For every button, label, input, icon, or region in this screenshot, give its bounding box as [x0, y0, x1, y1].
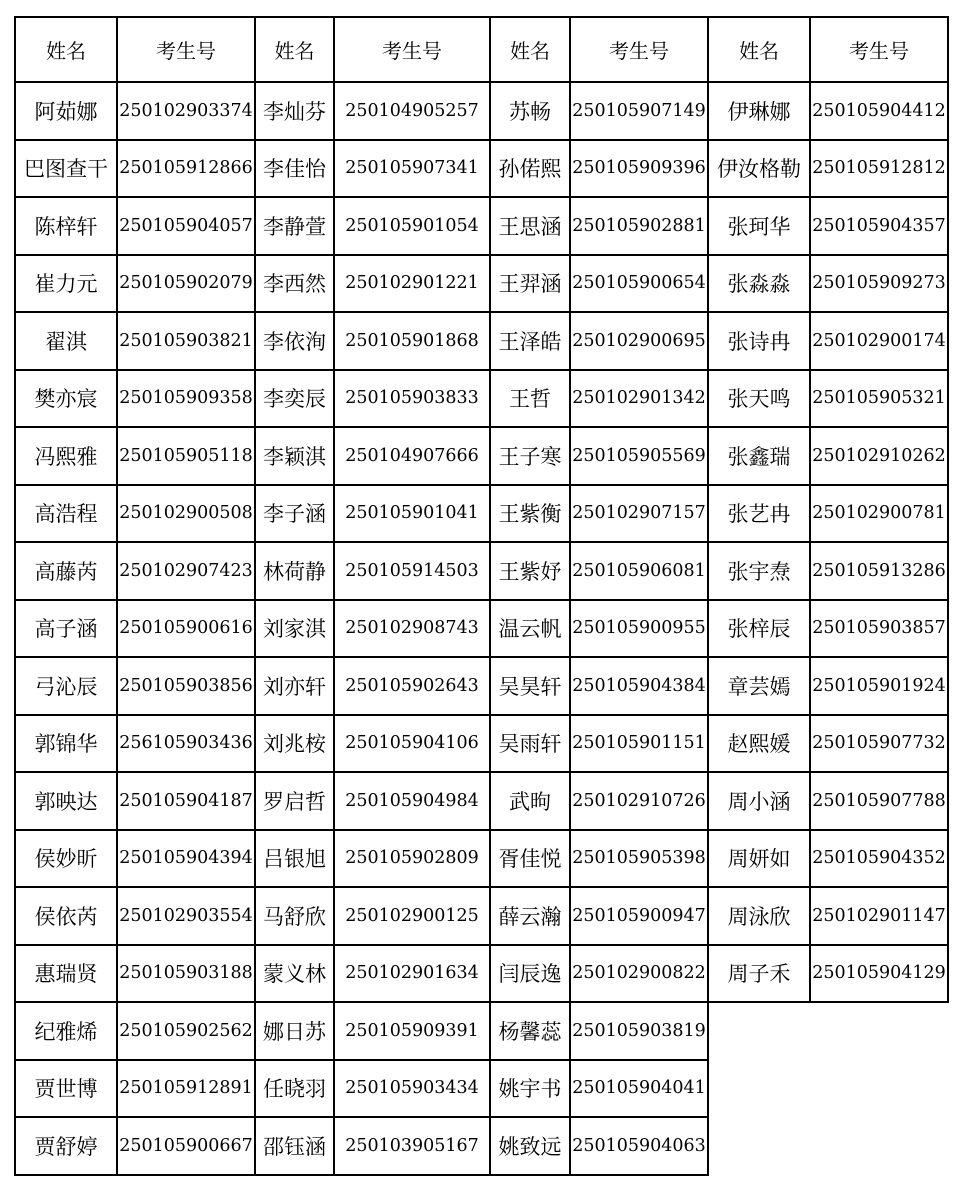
exam-number-cell: 250105912891	[117, 1060, 255, 1118]
student-name-cell: 温云帆	[490, 600, 570, 658]
exam-number-cell: 250105900667	[117, 1117, 255, 1175]
header-row	[15, 17, 948, 82]
empty-cell	[810, 1117, 948, 1175]
student-name-cell: 李子涵	[255, 485, 334, 543]
exam-number-cell: 250105901924	[810, 657, 948, 715]
student-name-cell: 王紫妤	[490, 542, 570, 600]
exam-number-cell: 250105904041	[570, 1060, 708, 1118]
student-name-cell: 吕银旭	[255, 830, 334, 888]
student-name-cell: 李西然	[255, 255, 334, 313]
exam-number-cell: 250105902079	[117, 255, 255, 313]
empty-cell	[708, 1060, 810, 1118]
student-name-cell: 赵熙媛	[708, 715, 810, 773]
student-name-cell: 高子涵	[15, 600, 117, 658]
empty-cell	[708, 1117, 810, 1175]
student-name-cell: 侯妙昕	[15, 830, 117, 888]
exam-number-cell: 250105909358	[117, 370, 255, 428]
student-name-cell: 高藤芮	[15, 542, 117, 600]
empty-cell	[810, 1002, 948, 1060]
student-name-cell: 王子寒	[490, 427, 570, 485]
student-name-cell: 王紫衡	[490, 485, 570, 543]
exam-number-cell: 250105909396	[570, 140, 708, 198]
student-name-cell: 周泳欣	[708, 887, 810, 945]
student-name-cell: 惠瑞贤	[15, 945, 117, 1003]
student-name-cell: 武昫	[490, 772, 570, 830]
student-name-cell: 任晓羽	[255, 1060, 334, 1118]
exam-number-cell: 256105903436	[117, 715, 255, 773]
student-name-cell: 李依洵	[255, 312, 334, 370]
id-column-header: 考生号	[570, 17, 708, 82]
exam-number-cell: 250105905321	[810, 370, 948, 428]
exam-number-cell: 250105912866	[117, 140, 255, 198]
exam-number-cell: 250102901147	[810, 887, 948, 945]
exam-number-cell: 250102900695	[570, 312, 708, 370]
student-name-cell: 张天鸣	[708, 370, 810, 428]
student-name-cell: 周妍如	[708, 830, 810, 888]
student-name-cell: 张宇焘	[708, 542, 810, 600]
table-row	[15, 715, 948, 773]
student-name-cell: 张鑫瑞	[708, 427, 810, 485]
exam-number-cell: 250105900947	[570, 887, 708, 945]
student-name-cell: 翟淇	[15, 312, 117, 370]
exam-number-cell: 250102900781	[810, 485, 948, 543]
student-name-cell: 伊汝格勒	[708, 140, 810, 198]
student-name-cell: 陈梓轩	[15, 197, 117, 255]
student-name-cell: 弓沁辰	[15, 657, 117, 715]
student-name-cell: 吴雨轩	[490, 715, 570, 773]
exam-number-cell: 250103905167	[334, 1117, 490, 1175]
exam-number-cell: 250105902881	[570, 197, 708, 255]
id-column-header: 考生号	[810, 17, 948, 82]
exam-number-cell: 250105903434	[334, 1060, 490, 1118]
student-name-cell: 王哲	[490, 370, 570, 428]
table-row	[15, 887, 948, 945]
exam-number-cell: 250102903374	[117, 82, 255, 140]
table-row	[15, 370, 948, 428]
exam-number-cell: 250102900174	[810, 312, 948, 370]
student-name-cell: 李佳怡	[255, 140, 334, 198]
exam-number-cell: 250104905257	[334, 82, 490, 140]
exam-number-cell: 250105909391	[334, 1002, 490, 1060]
exam-number-cell: 250105909273	[810, 255, 948, 313]
exam-number-cell: 250105914503	[334, 542, 490, 600]
table-row	[15, 255, 948, 313]
table-row	[15, 312, 948, 370]
student-name-cell: 阿茹娜	[15, 82, 117, 140]
exam-number-cell: 250105904063	[570, 1117, 708, 1175]
student-name-cell: 张珂华	[708, 197, 810, 255]
student-name-cell: 李奕辰	[255, 370, 334, 428]
student-name-cell: 娜日苏	[255, 1002, 334, 1060]
student-name-cell: 周子禾	[708, 945, 810, 1003]
exam-number-cell: 250105907341	[334, 140, 490, 198]
student-name-cell: 马舒欣	[255, 887, 334, 945]
student-name-cell: 苏畅	[490, 82, 570, 140]
student-name-cell: 巴图查干	[15, 140, 117, 198]
exam-number-cell: 250102910726	[570, 772, 708, 830]
student-name-cell: 王思涵	[490, 197, 570, 255]
student-name-cell: 周小涵	[708, 772, 810, 830]
exam-number-cell: 250105902643	[334, 657, 490, 715]
id-column-header: 考生号	[334, 17, 490, 82]
exam-number-cell: 250102900508	[117, 485, 255, 543]
table-row	[15, 772, 948, 830]
table-row	[15, 657, 948, 715]
student-name-cell: 张淼淼	[708, 255, 810, 313]
exam-number-cell: 250105901151	[570, 715, 708, 773]
student-name-cell: 孙偌熙	[490, 140, 570, 198]
exam-number-cell: 250105905398	[570, 830, 708, 888]
student-name-cell: 冯熙雅	[15, 427, 117, 485]
student-name-cell: 王羿涵	[490, 255, 570, 313]
table-row	[15, 82, 948, 140]
id-column-header: 考生号	[117, 17, 255, 82]
exam-number-cell: 250104907666	[334, 427, 490, 485]
exam-number-cell: 250105900616	[117, 600, 255, 658]
exam-number-cell: 250102907157	[570, 485, 708, 543]
table-row	[15, 1002, 948, 1060]
exam-number-cell: 250102908743	[334, 600, 490, 658]
student-name-cell: 张梓辰	[708, 600, 810, 658]
empty-cell	[708, 1002, 810, 1060]
exam-number-cell: 250102901342	[570, 370, 708, 428]
table-row	[15, 600, 948, 658]
exam-number-cell: 250105900955	[570, 600, 708, 658]
exam-number-cell: 250105904129	[810, 945, 948, 1003]
exam-number-cell: 250102900822	[570, 945, 708, 1003]
exam-number-cell: 250105904352	[810, 830, 948, 888]
exam-number-cell: 250105903821	[117, 312, 255, 370]
exam-number-cell: 250105905118	[117, 427, 255, 485]
exam-number-cell: 250105904357	[810, 197, 948, 255]
student-name-cell: 李颖淇	[255, 427, 334, 485]
exam-number-cell: 250105901868	[334, 312, 490, 370]
table-row	[15, 830, 948, 888]
exam-number-cell: 250105904394	[117, 830, 255, 888]
exam-number-cell: 250105907788	[810, 772, 948, 830]
student-name-cell: 郭映达	[15, 772, 117, 830]
table-row	[15, 1060, 948, 1118]
student-name-cell: 林荷静	[255, 542, 334, 600]
student-name-cell: 李灿芬	[255, 82, 334, 140]
roster-table	[14, 16, 949, 1176]
empty-cell	[810, 1060, 948, 1118]
table-row	[15, 945, 948, 1003]
table-row	[15, 140, 948, 198]
exam-number-cell: 250105903188	[117, 945, 255, 1003]
student-name-cell: 姚宇书	[490, 1060, 570, 1118]
student-name-cell: 吴昊轩	[490, 657, 570, 715]
exam-number-cell: 250105907149	[570, 82, 708, 140]
student-name-cell: 薛云瀚	[490, 887, 570, 945]
exam-number-cell: 250102901634	[334, 945, 490, 1003]
table-row	[15, 485, 948, 543]
student-name-cell: 刘家淇	[255, 600, 334, 658]
roster-body	[15, 82, 948, 1175]
exam-number-cell: 250105901041	[334, 485, 490, 543]
exam-number-cell: 250105903833	[334, 370, 490, 428]
student-name-cell: 张诗冉	[708, 312, 810, 370]
exam-number-cell: 250105906081	[570, 542, 708, 600]
exam-number-cell: 250105900654	[570, 255, 708, 313]
exam-number-cell: 250102903554	[117, 887, 255, 945]
name-column-header: 姓名	[15, 17, 117, 82]
exam-number-cell: 250105902562	[117, 1002, 255, 1060]
table-row	[15, 197, 948, 255]
exam-number-cell: 250105907732	[810, 715, 948, 773]
student-name-cell: 樊亦宸	[15, 370, 117, 428]
exam-number-cell: 250105904984	[334, 772, 490, 830]
exam-number-cell: 250102900125	[334, 887, 490, 945]
student-name-cell: 邵钰涵	[255, 1117, 334, 1175]
exam-number-cell: 250102901221	[334, 255, 490, 313]
name-column-header: 姓名	[255, 17, 334, 82]
exam-number-cell: 250105903857	[810, 600, 948, 658]
student-name-cell: 罗启哲	[255, 772, 334, 830]
student-name-cell: 郭锦华	[15, 715, 117, 773]
exam-number-cell: 250105904412	[810, 82, 948, 140]
exam-number-cell: 250105904057	[117, 197, 255, 255]
student-name-cell: 王泽皓	[490, 312, 570, 370]
student-name-cell: 刘亦轩	[255, 657, 334, 715]
exam-number-cell: 250105901054	[334, 197, 490, 255]
exam-number-cell: 250105913286	[810, 542, 948, 600]
student-name-cell: 贾舒婷	[15, 1117, 117, 1175]
student-name-cell: 闫辰逸	[490, 945, 570, 1003]
student-name-cell: 贾世博	[15, 1060, 117, 1118]
exam-number-cell: 250105904187	[117, 772, 255, 830]
exam-number-cell: 250105904106	[334, 715, 490, 773]
student-name-cell: 蒙义林	[255, 945, 334, 1003]
table-row	[15, 1117, 948, 1175]
student-name-cell: 伊琳娜	[708, 82, 810, 140]
student-name-cell: 胥佳悦	[490, 830, 570, 888]
exam-number-cell: 250105904384	[570, 657, 708, 715]
exam-number-cell: 250105902809	[334, 830, 490, 888]
exam-number-cell: 250105912812	[810, 140, 948, 198]
student-name-cell: 李静萱	[255, 197, 334, 255]
table-row	[15, 542, 948, 600]
exam-number-cell: 250102907423	[117, 542, 255, 600]
name-column-header: 姓名	[490, 17, 570, 82]
student-name-cell: 纪雅烯	[15, 1002, 117, 1060]
exam-number-cell: 250105903856	[117, 657, 255, 715]
student-name-cell: 侯依芮	[15, 887, 117, 945]
student-name-cell: 张艺冉	[708, 485, 810, 543]
student-name-cell: 杨馨蕊	[490, 1002, 570, 1060]
student-name-cell: 崔力元	[15, 255, 117, 313]
exam-number-cell: 250105903819	[570, 1002, 708, 1060]
name-column-header: 姓名	[708, 17, 810, 82]
exam-number-cell: 250105905569	[570, 427, 708, 485]
exam-number-cell: 250102910262	[810, 427, 948, 485]
table-row	[15, 427, 948, 485]
student-name-cell: 章芸嫣	[708, 657, 810, 715]
student-name-cell: 刘兆桉	[255, 715, 334, 773]
student-name-cell: 高浩程	[15, 485, 117, 543]
student-name-cell: 姚致远	[490, 1117, 570, 1175]
